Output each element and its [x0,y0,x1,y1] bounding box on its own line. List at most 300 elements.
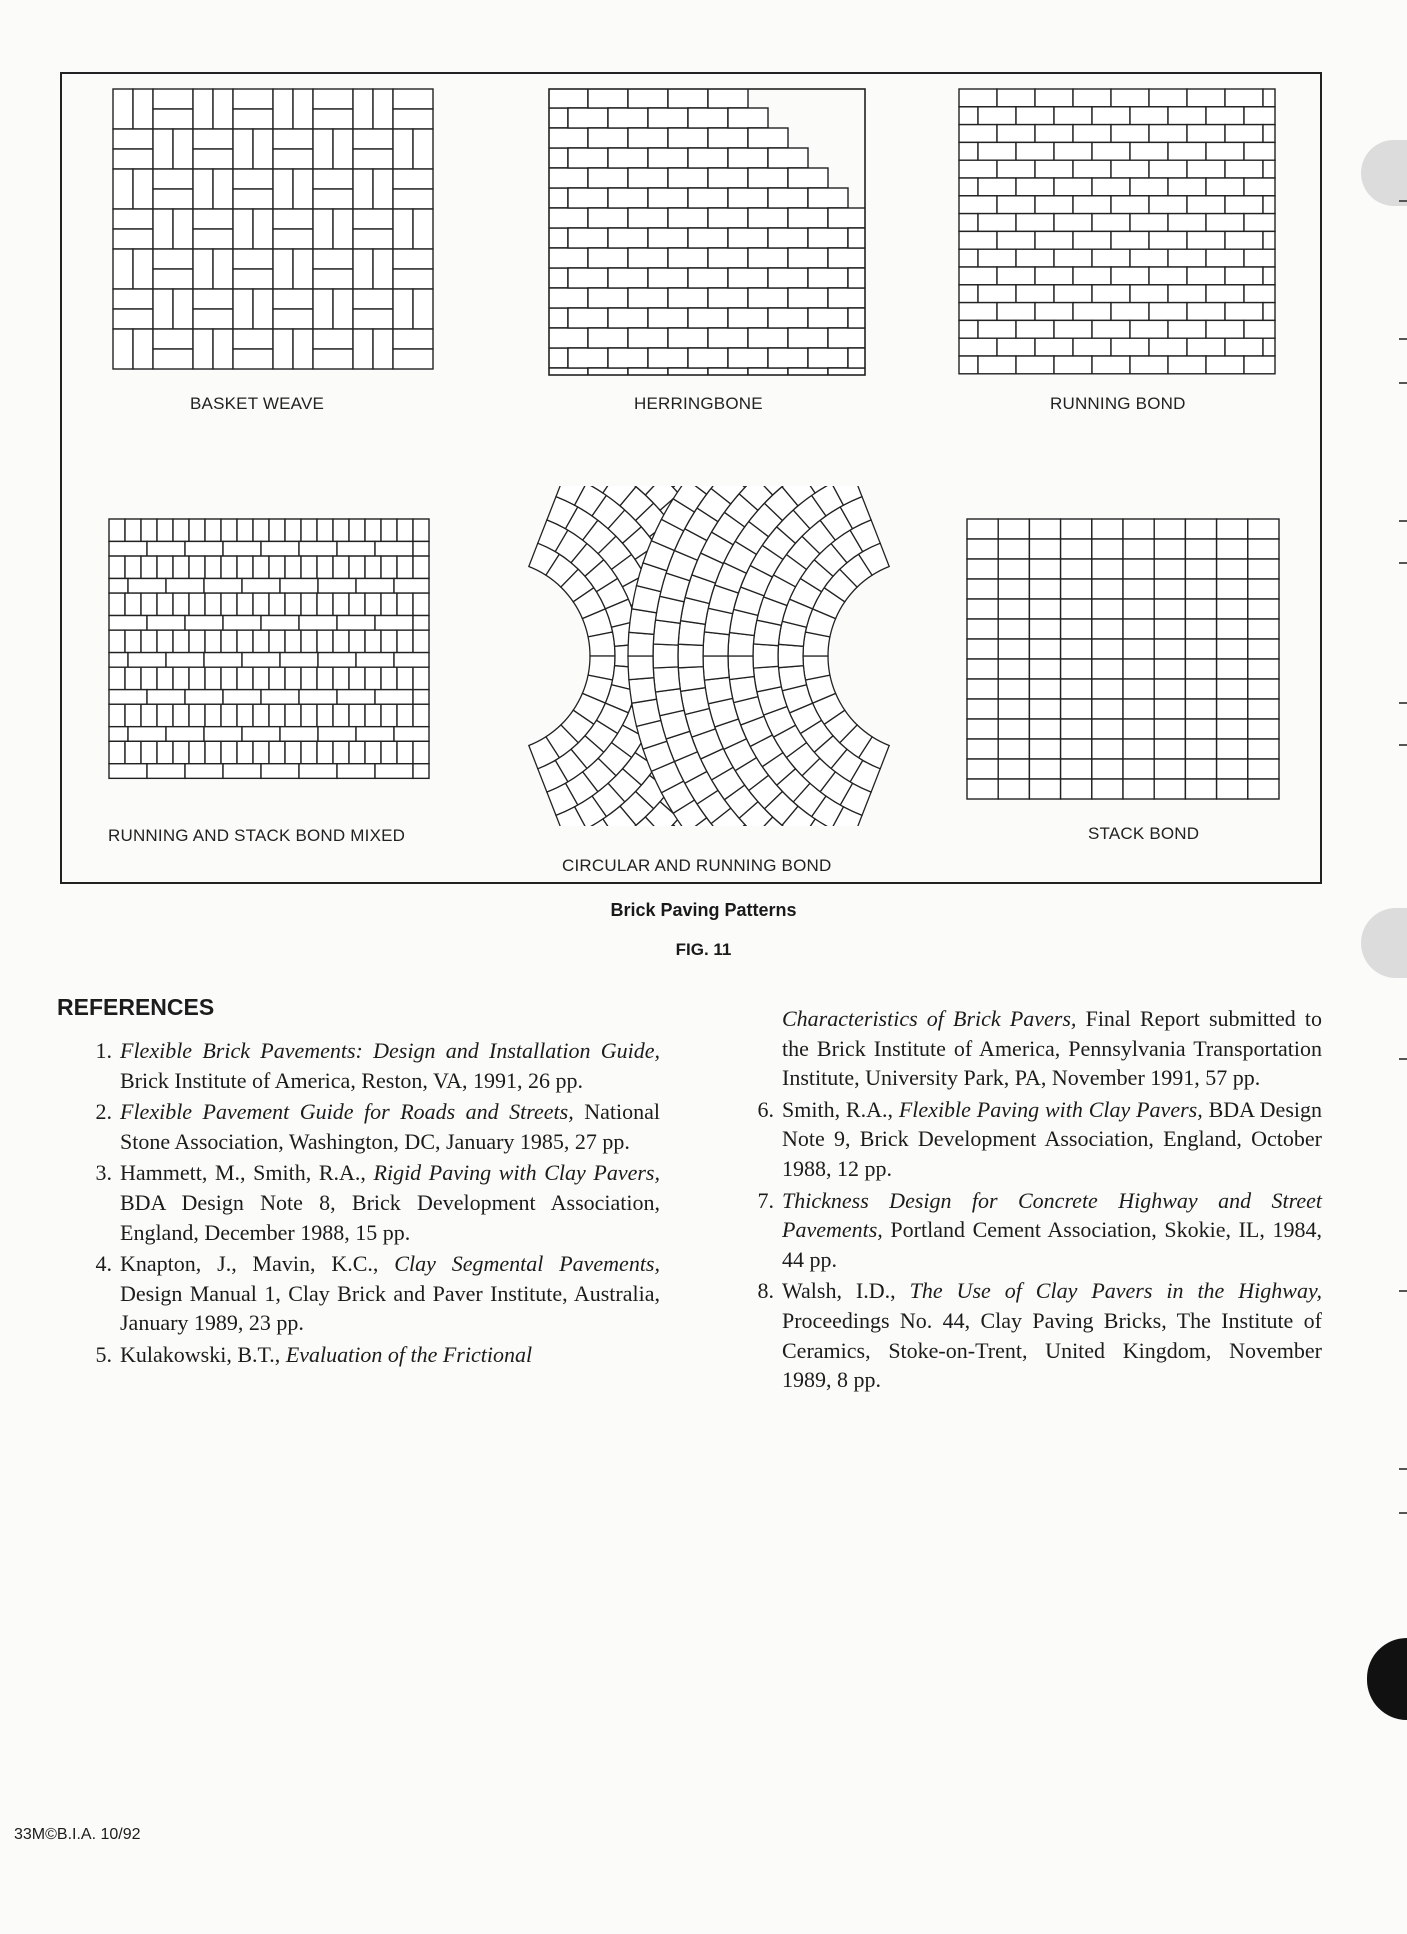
brick [1206,107,1244,125]
brick [381,593,397,615]
brick [413,630,429,652]
brick [1248,539,1279,559]
brick [205,630,221,652]
brick [393,289,413,329]
brick [157,519,173,541]
caption-running-bond: RUNNING BOND [1050,394,1186,413]
brick [703,632,729,656]
brick [1206,320,1244,338]
brick [1244,107,1275,125]
brick [213,169,233,209]
brick [273,289,313,309]
brick [349,519,365,541]
brick [365,667,381,689]
brick [1248,559,1279,579]
brick [1154,679,1185,699]
brick [728,108,768,128]
brick [629,678,657,704]
running-bond-drawing [958,88,1276,376]
brick [688,188,728,208]
brick [393,89,433,109]
brick [153,269,193,289]
brick [1029,719,1060,739]
brick [223,764,261,779]
brick [1248,779,1279,799]
brick [967,739,998,759]
brick [1248,719,1279,739]
brick [299,541,337,556]
caption-basket-weave: BASKET WEAVE [190,394,325,413]
brick [273,209,313,229]
brick [1029,679,1060,699]
brick [848,348,866,368]
brick [748,208,788,228]
brick [548,88,588,108]
stack-bond-pattern [966,518,1280,800]
brick [828,248,866,268]
brick [333,593,349,615]
brick [1206,178,1244,196]
brick [147,764,185,779]
brick [185,541,223,556]
brick [688,148,728,168]
brick [1123,559,1154,579]
brick [365,741,381,763]
brick [1187,267,1225,285]
brick [1187,231,1225,249]
brick [1130,249,1168,267]
brick [1248,579,1279,599]
brick [1168,178,1206,196]
brick [273,129,313,149]
brick [189,593,205,615]
brick [269,630,285,652]
brick [173,289,193,329]
brick [1061,779,1092,799]
brick [628,656,654,680]
brick [193,209,233,229]
brick [397,556,413,578]
brick [113,229,153,249]
edge-mark [1399,744,1407,746]
brick [353,289,393,309]
brick [223,541,261,556]
brick [967,599,998,619]
reference-item: 4. Knapton, J., Mavin, K.C., Clay Segmental Pavements, Design Manual 1, Clay Brick and Paver Institute, Australia, January 1989, 23 pp. [95,1251,660,1336]
brick [413,519,429,541]
brick [1168,214,1206,232]
brick [1206,142,1244,160]
caption-circular-running: CIRCULAR AND RUNNING BOND [562,856,832,875]
brick [269,741,285,763]
brick [1029,599,1060,619]
brick [548,228,568,248]
brick [413,209,433,249]
brick [688,308,728,328]
brick [967,779,998,799]
brick [1225,267,1263,285]
herringbone-pattern [548,88,866,376]
brick [313,189,353,209]
brick [1035,125,1073,143]
brick [173,704,189,726]
brick [337,616,375,631]
brick [337,690,375,705]
brick [301,630,317,652]
caption-stack-bond: STACK BOND [1088,824,1200,843]
brick [1248,659,1279,679]
brick [193,129,233,149]
brick [313,109,353,129]
figure-title: Brick Paving Patterns [610,900,797,920]
brick [128,653,166,668]
brick [1061,679,1092,699]
brick [978,142,1016,160]
brick [748,248,788,268]
reference-item: 2. Flexible Pavement Guide for Roads and Streets, National Stone Association, Washington, DC, January 1985, 27 pp. [95,1099,660,1154]
brick [318,727,356,742]
brick [1130,285,1168,303]
brick [1154,519,1185,539]
brick [967,639,998,659]
brick [253,209,273,249]
brick [708,328,748,348]
brick [1092,659,1123,679]
brick [313,289,333,329]
edge-mark [1399,520,1407,522]
brick [393,329,433,349]
brick [213,89,233,129]
brick [959,338,997,356]
brick [998,679,1029,699]
brick [204,727,242,742]
brick [353,89,373,129]
brick [1225,89,1263,107]
brick [381,741,397,763]
brick [393,189,433,209]
edge-mark [1399,702,1407,704]
brick [1092,779,1123,799]
brick [1149,267,1187,285]
brick [808,188,848,208]
brick [998,699,1029,719]
brick [349,593,365,615]
brick [1035,231,1073,249]
brick [828,288,866,308]
brick [628,288,668,308]
brick [568,188,608,208]
brick [959,142,978,160]
brick [708,208,748,228]
brick [668,128,708,148]
brick [393,349,433,369]
brick [261,616,299,631]
brick [153,109,193,129]
brick [313,209,333,249]
brick [1054,214,1092,232]
brick [1168,142,1206,160]
brick [1123,539,1154,559]
brick [317,519,333,541]
brick [1248,619,1279,639]
brick [688,268,728,288]
brick [333,519,349,541]
brick [113,289,153,309]
brick [173,741,189,763]
brick [213,249,233,289]
brick [333,630,349,652]
brick [1154,699,1185,719]
brick [153,169,193,189]
brick [967,659,998,679]
brick [967,559,998,579]
brick [568,348,608,368]
references-column-right [757,1004,1323,1397]
brick [233,249,273,269]
running-stack-mixed-drawing [108,518,432,802]
brick [269,704,285,726]
brick [1092,619,1123,639]
brick [317,704,333,726]
brick [113,309,153,329]
brick [668,208,708,228]
brick [273,249,293,289]
brick [157,741,173,763]
brick [269,556,285,578]
brick [133,249,153,289]
brick [1123,759,1154,779]
brick [109,556,125,578]
brick [223,690,261,705]
brick [668,248,708,268]
figure-number: FIG. 11 [675,940,732,959]
brick [353,329,373,369]
brick [237,741,253,763]
brick [313,349,353,369]
brick [204,653,242,668]
brick [1185,699,1216,719]
brick [1111,267,1149,285]
brick [548,248,588,268]
brick [153,289,173,329]
brick [848,308,866,328]
brick [1029,759,1060,779]
brick [205,519,221,541]
brick [109,764,147,779]
brick [655,689,684,716]
brick [728,308,768,328]
brick [237,630,253,652]
brick [1225,231,1263,249]
brick [393,249,433,269]
brick [1061,759,1092,779]
brick [1187,196,1225,214]
brick [153,189,193,209]
brick [193,329,213,369]
brick [998,599,1029,619]
brick [1187,89,1225,107]
brick [205,704,221,726]
brick [333,667,349,689]
brick [959,214,978,232]
brick [1149,196,1187,214]
brick [173,209,193,249]
brick [778,644,803,667]
brick [1263,196,1275,214]
brick [568,148,608,168]
brick [313,169,353,189]
brick [1263,89,1275,107]
brick [205,741,221,763]
brick [313,89,353,109]
brick [748,168,788,188]
brick [1217,679,1248,699]
brick [1154,639,1185,659]
brick [1123,639,1154,659]
brick [1149,160,1187,178]
brick [273,89,293,129]
brick [233,169,273,189]
brick [1130,214,1168,232]
brick [1092,519,1123,539]
brick [128,578,166,593]
brick [1061,659,1092,679]
brick [1123,599,1154,619]
reference-item-continued: Characteristics of Brick Pavers, Final Report submitted to the Brick Institute of America, Pennsylvania Transportation Institute, University Park, PA, November 1991, 57 pp. [782,1006,1322,1091]
brick [978,107,1016,125]
brick [269,593,285,615]
brick [978,178,1016,196]
brick [1217,599,1248,619]
brick [393,269,433,289]
brick [301,519,317,541]
brick [728,188,768,208]
brick [1168,285,1206,303]
brick [153,249,193,269]
brick [237,593,253,615]
brick [375,541,413,556]
brick [548,268,568,288]
brick [353,309,393,329]
brick [221,519,237,541]
brick [1111,125,1149,143]
brick [1073,231,1111,249]
brick [375,690,413,705]
brick [317,630,333,652]
brick [548,288,588,308]
brick [280,653,318,668]
brick [413,704,429,726]
brick [166,653,204,668]
brick [1168,249,1206,267]
brick [728,633,754,657]
brick [959,356,978,374]
brick [413,690,429,705]
brick [648,308,688,328]
brick [109,704,125,726]
brick [998,759,1029,779]
brick [1123,659,1154,679]
brick [753,666,781,692]
brick [221,630,237,652]
brick [967,619,998,639]
brick [1149,338,1187,356]
brick [353,229,393,249]
edge-mark [1399,382,1407,384]
brick [253,289,273,329]
brick [1185,539,1216,559]
brick [253,704,269,726]
brick [221,704,237,726]
brick [113,249,133,289]
brick [253,556,269,578]
brick [1035,267,1073,285]
brick [189,704,205,726]
brick [1016,142,1054,160]
brick [628,208,668,228]
brick [628,88,668,108]
brick [688,348,728,368]
brick [1185,659,1216,679]
brick [653,644,678,668]
brick [1185,579,1216,599]
brick [397,741,413,763]
brick [648,108,688,128]
edge-mark [1399,200,1407,202]
brick [1073,196,1111,214]
brick [1130,107,1168,125]
brick [608,108,648,128]
brick [788,208,828,228]
brick [318,653,356,668]
reference-item: 3. Hammett, M., Smith, R.A., Rigid Paving with Clay Pavers, BDA Design Note 8, Brick Development Association, England, December 1988, 15 pp. [95,1160,660,1245]
brick [708,168,748,188]
brick [109,727,128,742]
brick [1123,619,1154,639]
brick [269,667,285,689]
circular-running-drawing [494,486,924,826]
brick [293,329,313,369]
brick [728,348,768,368]
brick [588,168,628,188]
brick [1185,619,1216,639]
brick [333,556,349,578]
brick [1035,338,1073,356]
brick [1035,196,1073,214]
brick [353,149,393,169]
brick [125,556,141,578]
edge-mark [1399,1468,1407,1470]
brick [1248,639,1279,659]
brick [147,690,185,705]
brick [788,288,828,308]
brick [1185,639,1216,659]
brick [1054,142,1092,160]
brick [223,616,261,631]
brick [1016,178,1054,196]
brick [349,704,365,726]
brick [998,639,1029,659]
brick [349,741,365,763]
brick [848,268,866,288]
brick [788,248,828,268]
brick [1029,619,1060,639]
brick [1073,125,1111,143]
brick [788,328,828,348]
brick [648,188,688,208]
brick [1111,196,1149,214]
brick [301,667,317,689]
